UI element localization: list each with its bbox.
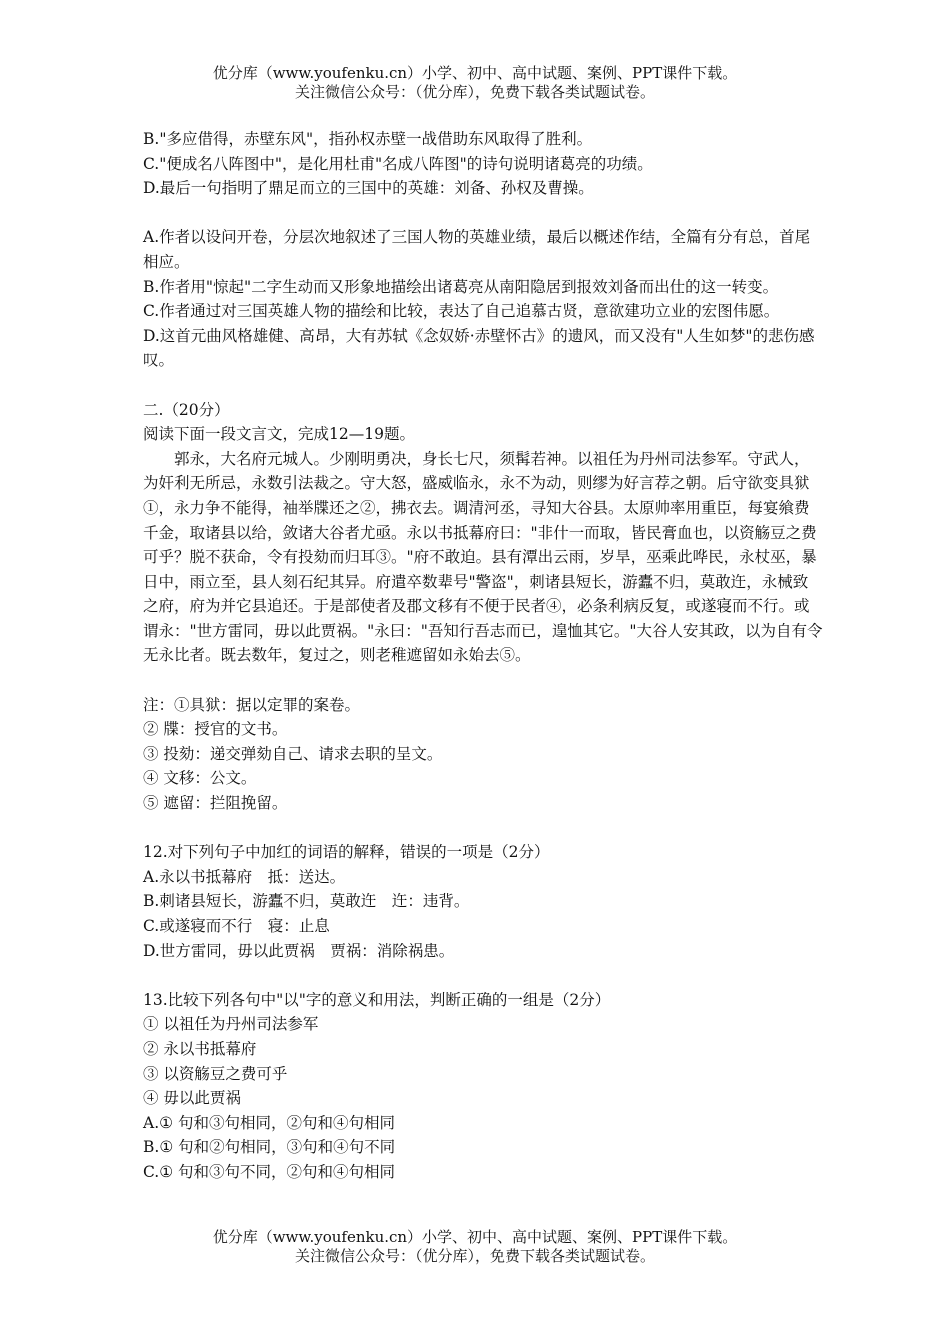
section-heading: 二.（20分）: [143, 400, 230, 419]
q12-option-a: A.永以书抵幕府 抵：送达。: [143, 867, 346, 886]
q13-sentence-1: ① 以祖任为丹州司法参军: [143, 1015, 319, 1034]
q11-option-b: B.作者用"惊起"二字生动而又形象地描绘出诸葛亮从南阳隐居到报效刘备而出仕的这一转变。: [143, 277, 779, 296]
note-2: ② 牒：授官的文书。: [143, 720, 288, 739]
q12-option-b: B.刺诸县短长，游蠹不归，莫敢迕 迕：违背。: [143, 892, 470, 911]
header-line-1: 优分库（www.youfenku.cn）小学、初中、高中试题、案例、PPT课件下载。: [212, 64, 738, 82]
spacer: [143, 816, 823, 841]
q10-option-b: B."多应借得，赤壁东风"，指孙权赤壁一战借助东风取得了胜利。: [143, 130, 593, 148]
q12-stem: 12.对下列句子中加红的词语的解释，错误的一项是（2分）: [143, 843, 550, 862]
q13-option-a: A.① 句和③句相同，②句和④句相同: [143, 1113, 395, 1132]
q13-option-b: B.① 句和②句相同，③句和④句不同: [143, 1138, 396, 1157]
spacer: [143, 373, 823, 398]
spacer: [143, 668, 823, 693]
page-header: [0, 64, 950, 102]
q11-option-a: A.作者以设问开卷，分层次地叙述了三国人物的英雄业绩，最后以概述作结，全篇有分有总，首尾相应。: [143, 228, 811, 271]
q11-option-d: D.这首元曲风格雄健、高昂，大有苏轼《念奴娇·赤壁怀古》的遗风，而又没有"人生如梦"的悲伤感叹。: [143, 326, 815, 370]
q13-sentence-3: ③ 以资觞豆之费可乎: [143, 1064, 288, 1083]
header-line-2: 关注微信公众号：（优分库），免费下载各类试题试卷。: [294, 83, 655, 101]
note-3: ③ 投劾：递交弹劾自己、请求去职的呈文。: [143, 744, 443, 763]
page-footer: [0, 1228, 950, 1266]
note-5: ⑤ 遮留：拦阻挽留。: [143, 794, 288, 813]
q13-sentence-2: ② 永以书抵幕府: [143, 1039, 257, 1058]
q10-option-c: C."便成名八阵图中"，是化用杜甫"名成八阵图"的诗句说明诸葛亮的功绩。: [143, 154, 653, 173]
footer-line-2: 关注微信公众号：（优分库），免费下载各类试题试卷。: [294, 1247, 655, 1265]
q13-sentence-4: ④ 毋以此贾祸: [143, 1089, 241, 1108]
document-body: [143, 127, 823, 1185]
spacer: [143, 963, 823, 988]
q11-option-c: C.作者通过对三国英雄人物的描绘和比较，表达了自己追慕古贤，意欲建功立业的宏图伟愿。: [143, 302, 780, 321]
q10-option-d: D.最后一句指明了鼎足而立的三国中的英雄：刘备、孙权及曹操。: [143, 179, 594, 198]
classical-passage: 郭永，大名府元城人。少刚明勇决，身长七尺，须髯若神。以祖任为丹州司法参军。守武人，为奸利无所忌，永数引法裁之。守大怒，盛威临永，永不为动，则缪为好言荐之朝。后守欲变具狱①，永力争不能得，袖举牒还之②，拂衣去。调清河丞，寻知大谷县。太原帅率用重臣，每宴飨费千金，取诸县以给，敛诸大谷者尤亟。永以书抵幕府曰："非什一而取，皆民膏血也，以资觞豆之费可乎？脱不获命，令有投劾而归耳③。"府不敢迫。县有潭出云雨，岁旱，巫乘此哗民，永杖巫，暴日中，雨立至，县人刻石纪其异。府遣卒数辈号"警盗"，刺诸县短长，游蠹不归，莫敢迕，永械致之府，府为并它县追还。于是部使者及郡文移有不便于民者④，必条利病反复，或遂寝而不行。或谓永："世方雷同，毋以此贾祸。"永曰："吾知行吾志而已，遑恤其它。"大谷人安其政，以为自有令无永比者。既去数年，复过之，则老稚遮留如永始去⑤。: [143, 449, 823, 665]
note-1: 注：①具狱：据以定罪的案卷。: [143, 695, 361, 714]
section-instruction: 阅读下面一段文言文，完成12—19题。: [143, 425, 415, 444]
footer-line-1: 优分库（www.youfenku.cn）小学、初中、高中试题、案例、PPT课件下载。: [212, 1228, 738, 1246]
q13-stem: 13.比较下列各句中"以"字的意义和用法，判断正确的一组是（2分）: [143, 990, 611, 1009]
note-4: ④ 文移：公文。: [143, 769, 257, 788]
q13-option-c: C.① 句和③句不同，②句和④句相同: [143, 1162, 396, 1181]
q12-option-d: D.世方雷同，毋以此贾祸 贾祸：消除祸患。: [143, 941, 455, 960]
spacer: [143, 201, 823, 226]
q12-option-c: C.或遂寝而不行 寝：止息: [143, 917, 330, 935]
